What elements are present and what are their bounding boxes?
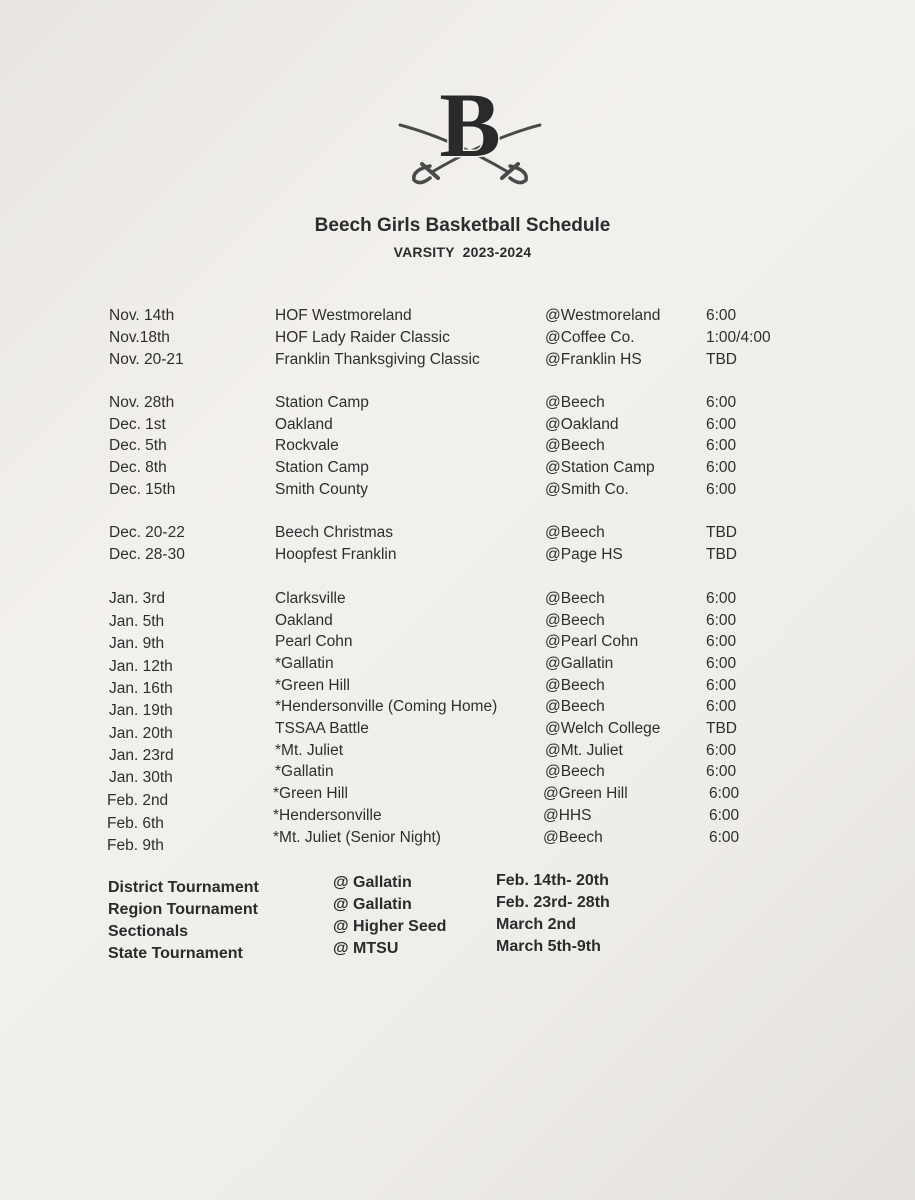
game-opponent: Oakland [275,612,333,629]
game-location: @Page HS [545,546,623,563]
game-time: 6:00 [706,612,737,629]
game-location: @Mt. Juliet [545,742,623,759]
game-time: 6:00 [706,655,737,672]
game-row [0,394,915,414]
tournament-dates: Feb. 23rd- 28th [496,894,610,911]
game-opponent: *Gallatin [275,655,334,672]
game-opponent: Station Camp [275,394,369,411]
game-row [0,546,915,566]
game-time: 1:00/4:00 [706,329,771,346]
game-location: @Franklin HS [545,351,642,368]
game-row [0,590,915,610]
game-time: TBD [706,351,737,368]
game-location: @Welch College [545,720,661,737]
logo-letter: B [439,78,501,176]
game-opponent: *Green Hill [275,677,350,694]
game-date: Feb. 2nd [107,792,169,809]
game-date: Jan. 30th [109,769,173,786]
game-location: @Smith Co. [545,481,629,498]
game-time: 6:00 [706,459,737,476]
game-opponent: Oakland [275,416,333,433]
game-location: @Beech [545,698,605,715]
game-row [0,829,913,854]
game-location: @Beech [545,590,605,607]
game-row [0,437,915,457]
level-label: VARSITY [393,244,455,260]
game-time: 6:00 [706,307,737,324]
game-time: 6:00 [706,590,737,607]
game-time: 6:00 [706,763,737,780]
game-opponent: *Gallatin [275,763,334,780]
game-date: Nov. 28th [109,394,175,411]
tournament-row [0,894,915,921]
game-opponent: *Hendersonville (Coming Home) [275,698,498,715]
game-row [0,785,913,809]
game-date: Dec. 15th [109,481,176,498]
game-date: Nov. 14th [109,307,175,324]
game-opponent: Smith County [275,481,369,498]
tournament-row [0,916,915,943]
game-location: @Beech [545,437,605,454]
game-time: 6:00 [706,677,737,694]
game-row [0,763,915,786]
game-date: Dec. 5th [109,437,167,454]
season-label: 2023-2024 [462,244,532,260]
game-date: Jan. 3rd [109,590,166,607]
tournament-row [0,938,915,965]
game-location: @Beech [545,524,605,541]
game-row [0,698,915,718]
game-row [0,329,915,349]
page-title: Beech Girls Basketball Schedule [314,215,611,236]
game-time: 6:00 [706,437,737,454]
tournament-dates: March 2nd [496,916,577,933]
game-date: Dec. 8th [109,459,167,476]
game-row [0,459,915,479]
game-row [0,720,915,740]
game-row [0,416,915,436]
game-opponent: *Green Hill [273,785,348,802]
game-date: Jan. 23rd [109,747,174,764]
game-location: @Westmoreland [545,307,661,324]
game-row [0,655,915,675]
game-time: 6:00 [709,785,740,802]
game-opponent: HOF Lady Raider Classic [275,329,450,346]
game-location: @Beech [543,829,603,846]
tournament-name: District Tournament [108,879,259,896]
game-date: Dec. 28-30 [109,546,185,563]
tournament-row [0,872,915,899]
game-row [0,351,915,371]
game-opponent: Hoopfest Franklin [275,546,397,563]
beech-logo [390,78,550,188]
game-row [0,524,915,544]
game-opponent: Beech Christmas [275,524,394,541]
game-time: TBD [706,524,737,541]
tournament-location: @ MTSU [333,940,399,957]
game-opponent: TSSAA Battle [275,720,369,737]
tournament-location: @ Gallatin [333,896,412,913]
game-location: @Coffee Co. [545,329,635,346]
tournament-name: State Tournament [108,945,243,962]
game-date: Dec. 1st [109,416,166,433]
game-opponent: Clarksville [275,590,346,607]
game-opponent: Rockvale [275,437,339,454]
game-row [0,807,913,832]
game-row [0,677,915,697]
game-date: Nov. 20-21 [109,351,184,368]
game-row [0,612,915,632]
game-opponent: *Mt. Juliet (Senior Night) [273,829,441,846]
game-row [0,742,915,762]
game-date: Dec. 20-22 [109,524,185,541]
game-location: @Gallatin [545,655,614,672]
game-date: Jan. 5th [109,613,165,630]
tournament-dates: March 5th-9th [496,938,601,955]
game-location: @Beech [545,394,605,411]
tournament-location: @ Higher Seed [333,918,447,935]
game-date: Nov.18th [109,329,170,346]
game-time: 6:00 [709,829,740,846]
game-location: @Beech [545,763,605,780]
game-opponent: HOF Westmoreland [275,307,412,324]
game-location: @Green Hill [543,785,628,802]
game-opponent: Station Camp [275,459,369,476]
game-time: TBD [706,720,737,737]
game-row [0,633,915,653]
game-date: Jan. 19th [109,702,173,719]
game-location: @Station Camp [545,459,655,476]
game-date: Jan. 12th [109,658,173,675]
tournament-name: Region Tournament [108,901,258,918]
game-opponent: Pearl Cohn [275,633,353,650]
game-time: 6:00 [709,807,740,824]
tournament-name: Sectionals [108,923,189,940]
game-date: Feb. 9th [107,837,164,854]
game-time: TBD [706,546,737,563]
game-time: 6:00 [706,416,737,433]
page-subtitle [0,244,915,260]
game-time: 6:00 [706,698,737,715]
game-date: Feb. 6th [107,815,164,832]
game-opponent: Franklin Thanksgiving Classic [275,351,480,368]
tournament-dates: Feb. 14th- 20th [496,872,609,889]
game-location: @Oakland [545,416,619,433]
game-location: @HHS [543,807,592,824]
game-time: 6:00 [706,394,737,411]
game-location: @Pearl Cohn [545,633,639,650]
game-date: Jan. 9th [109,635,165,652]
game-date: Jan. 20th [109,725,173,742]
game-time: 6:00 [706,742,737,759]
game-opponent: *Mt. Juliet [275,742,344,759]
tournament-location: @ Gallatin [333,874,412,891]
game-time: 6:00 [706,633,737,650]
game-time: 6:00 [706,481,737,498]
game-location: @Beech [545,677,605,694]
game-row [0,481,915,501]
game-row [0,307,915,327]
game-date: Jan. 16th [109,680,173,697]
game-opponent: *Hendersonville [273,807,382,824]
game-location: @Beech [545,612,605,629]
